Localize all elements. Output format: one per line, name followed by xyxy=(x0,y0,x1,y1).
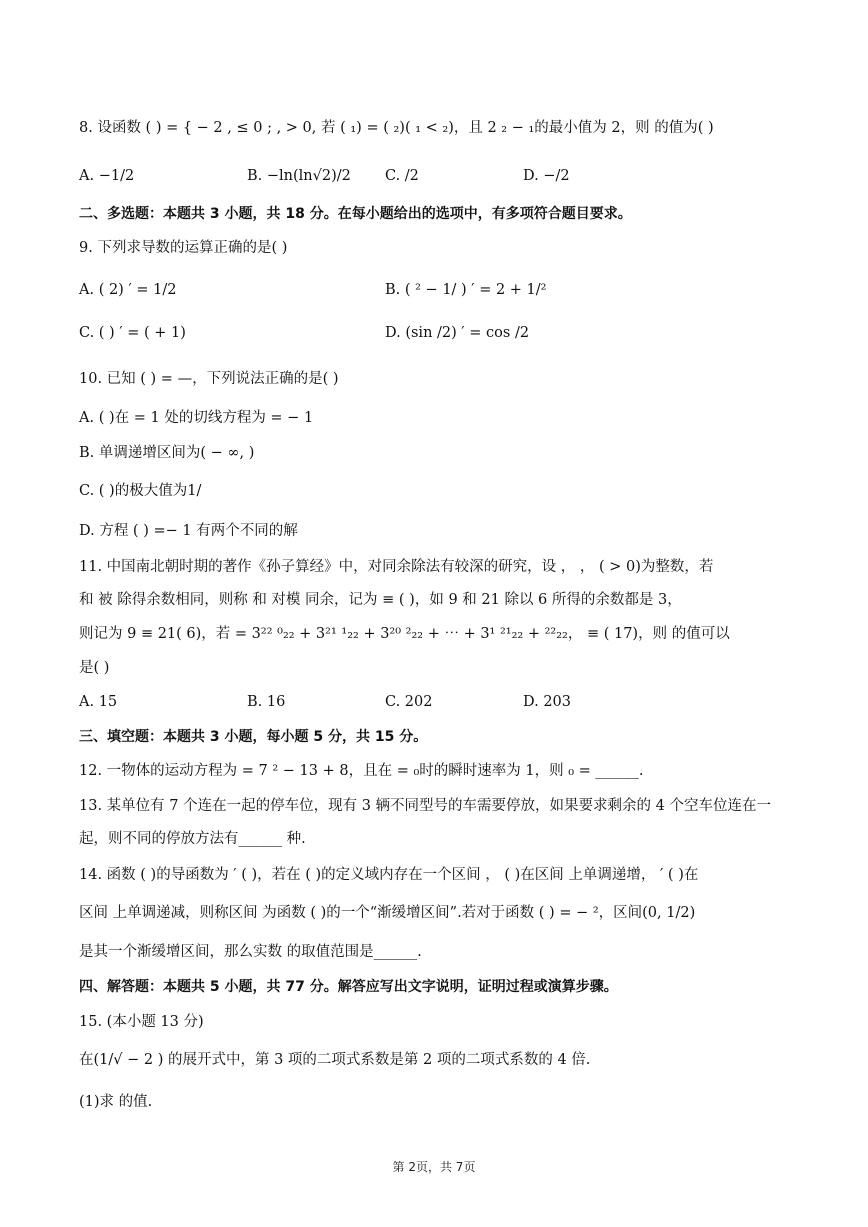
q9-option-a: A. ( 2) ′ = 1/2 xyxy=(79,282,177,298)
q12-stem: 12. 一物体的运动方程为 = 7 ² − 13 + 8，且在 = ₀时的瞬时速率为 1，则 ₀ = ______. xyxy=(79,763,644,779)
q11-option-b: B. 16 xyxy=(247,694,286,710)
q15-stem: 在(1/√ − 2 ) 的展开式中，第 3 项的二项式系数是第 2 项的二项式系数的 4 倍. xyxy=(79,1052,591,1068)
section-2-heading: 二、多选题：本题共 3 小题，共 18 分。在每小题给出的选项中，有多项符合题目要求。 xyxy=(79,206,632,222)
q9-option-b: B. ( ² − 1/ ) ′ = 2 + 1/² xyxy=(385,282,547,298)
q11-line-3: 则记为 9 ≡ 21( 6)，若 = 3²² ⁰₂₂ + 3²¹ ¹₂₂ + 3²⁰ ²₂₂ + ⋯ + 3¹ ²¹₂₂ + ²²₂₂， ≡ ( 17)，则 的值可以 xyxy=(79,626,730,642)
q11-option-c: C. 202 xyxy=(385,694,433,710)
q13-line-2: 起，则不同的停放方法有______ 种. xyxy=(79,831,306,847)
q10-option-c: C. ( )的极大值为1/ xyxy=(79,483,202,499)
section-4-heading: 四、解答题：本题共 5 小题，共 77 分。解答应写出文字说明，证明过程或演算步骤。 xyxy=(79,979,618,995)
q8-option-b: B. −ln(ln√2)/2 xyxy=(247,168,351,184)
q8-option-d: D. −/2 xyxy=(523,168,570,184)
q13-line-1: 13. 某单位有 7 个连在一起的停车位，现有 3 辆不同型号的车需要停放，如果要求剩余的 4 个空车位连在一 xyxy=(79,798,771,814)
q10-option-b: B. 单调递增区间为( − ∞, ) xyxy=(79,445,255,461)
q11-line-4: 是( ) xyxy=(79,660,110,676)
q10-stem: 10. 已知 ( ) = —，下列说法正确的是( ) xyxy=(79,371,339,387)
q14-line-1: 14. 函数 ( )的导函数为 ′ ( )，若在 ( )的定义域内存在一个区间 ， ( )在区间 上单调递增， ′ ( )在 xyxy=(79,867,699,883)
q10-option-a: A. ( )在 = 1 处的切线方程为 = − 1 xyxy=(79,410,314,426)
q11-option-a: A. 15 xyxy=(79,694,118,710)
section-3-heading: 三、填空题：本题共 3 小题，每小题 5 分，共 15 分。 xyxy=(79,729,428,745)
q15-header: 15. (本小题 13 分) xyxy=(79,1014,204,1030)
q15-part-1: (1)求 的值. xyxy=(79,1094,153,1110)
q9-option-c: C. ( ) ′ = ( + 1) xyxy=(79,325,186,341)
q8-option-a: A. −1/2 xyxy=(79,168,135,184)
q11-option-d: D. 203 xyxy=(523,694,572,710)
q14-line-3: 是其一个渐缓增区间，那么实数 的取值范围是______. xyxy=(79,944,422,960)
q10-option-d: D. 方程 ( ) =− 1 有两个不同的解 xyxy=(79,523,298,539)
q8-stem: 8. 设函数 ( ) = { − 2 , ≤ 0 ; , > 0, 若 ( ₁) = ( ₂)( ₁ < ₂)，且 2 ₂ − ₁的最小值为 2，则 的值为( ) xyxy=(79,120,714,136)
q11-line-1: 11. 中国南北朝时期的著作《孙子算经》中，对同余除法有较深的研究，设 ， ， ( > 0)为整数，若 xyxy=(79,559,714,575)
q14-line-2: 区间 上单调递减，则称区间 为函数 ( )的一个“渐缓增区间”.若对于函数 ( ) = − ²，区间(0, 1/2) xyxy=(79,905,696,921)
page-footer: 第 2页，共 7页 xyxy=(392,1160,476,1174)
q8-option-c: C. /2 xyxy=(385,168,419,184)
q11-line-2: 和 被 除得余数相同，则称 和 对模 同余，记为 ≡ ( )，如 9 和 21 除以 6 所得的余数都是 3， xyxy=(79,592,682,608)
q9-option-d: D. (sin /2) ′ = cos /2 xyxy=(385,325,530,341)
q9-stem: 9. 下列求导数的运算正确的是( ) xyxy=(79,240,288,256)
